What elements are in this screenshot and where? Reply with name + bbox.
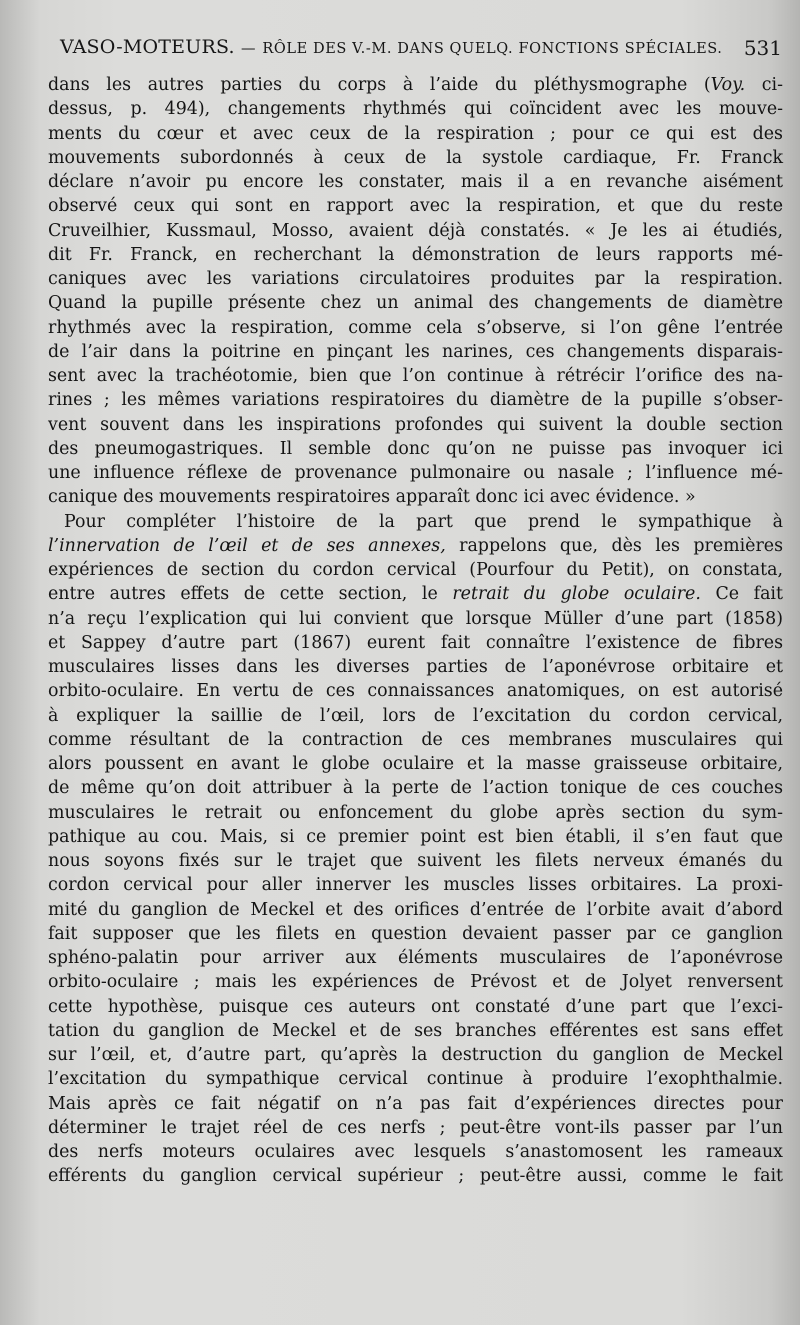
text-line	[48, 631, 783, 655]
text-line	[48, 728, 783, 752]
text-line	[48, 995, 783, 1019]
text-run: orbito-oculaire. En vertu de ces connaissances anatomiques, on est autorisé	[48, 681, 783, 702]
text-line	[48, 1067, 783, 1091]
text-run: cordon cervical pour aller innerver les muscles lisses orbitaires. La proxi-	[48, 875, 783, 896]
text-run: tation du ganglion de Meckel et de ses branches efférentes est sans effet	[48, 1020, 783, 1041]
text-line	[48, 219, 783, 243]
text-line	[48, 194, 783, 218]
text-line	[48, 704, 783, 728]
text-run: une influence réflexe de provenance pulmonaire ou nasale ; l’influence mé-	[48, 463, 783, 483]
italic-text: Voy.	[710, 75, 746, 95]
text-run: de l’air dans la poitrine en pinçant les narines, ces changements disparais-	[48, 341, 783, 362]
text-run: comme résultant de la contraction de ces membranes musculaires qui	[48, 729, 783, 750]
text-line	[48, 388, 783, 412]
text-run: déterminer le trajet réel de ces nerfs ; peut-être vont-ils passer par l’un	[48, 1117, 783, 1138]
text-line	[48, 679, 783, 703]
text-run: mité du ganglion de Meckel et des orifices d’entrée de l’orbite avait d’abord	[48, 899, 783, 920]
text-line	[48, 122, 783, 146]
text-line	[48, 922, 783, 946]
text-run: pathique au cou. Mais, si ce premier point est bien établi, il s’en faut que	[48, 826, 783, 847]
text-run: ments du cœur et avec ceux de la respiration ; pour ce qui est des	[48, 123, 783, 144]
text-line	[48, 1116, 783, 1140]
page-header	[60, 36, 786, 70]
text-run: observé ceux qui sont en rapport avec la respiration, et que du reste	[48, 196, 783, 217]
page-number: 531	[743, 36, 782, 60]
text-run: entre autres effets de cette section, le	[48, 584, 453, 605]
text-run: rhythmés avec la respiration, comme cela s’observe, si l’on gêne l’entrée	[48, 317, 783, 338]
text-run: à expliquer la saillie de l’œil, lors de l’excitation du cordon cervical,	[48, 705, 783, 726]
text-line	[48, 801, 783, 825]
text-run: fait supposer que les filets en question devaient passer par ce ganglion	[48, 923, 783, 944]
text-line	[48, 461, 783, 485]
text-run: de même qu’on doit attribuer à la perte de l’action tonique de ces couches	[48, 778, 783, 799]
text-run: et Sappey d’autre part (1867) eurent fait connaître l’existence de fibres	[48, 632, 783, 653]
text-run: dans les autres parties du corps à l’aide du pléthysmographe (	[48, 75, 711, 95]
text-line	[48, 607, 783, 631]
text-run: Pour compléter l’histoire de la part que prend le sympathique à	[64, 511, 783, 532]
text-run: Cruveilhier, Kussmaul, Mosso, avaient déjà constatés. « Je les ai étudiés,	[48, 220, 783, 241]
text-line	[48, 146, 783, 170]
text-line	[48, 1140, 783, 1164]
text-line	[48, 946, 783, 970]
text-run: efférents du ganglion cervical supérieur ; peut-être aussi, comme le fait	[48, 1166, 783, 1187]
text-line	[48, 267, 783, 291]
text-run: dit Fr. Franck, en recherchant la démonstration de leurs rapports mé-	[48, 244, 783, 265]
text-run: sent avec la trachéotomie, bien que l’on continue à rétrécir l’orifice des na-	[48, 366, 783, 386]
text-line	[48, 316, 783, 340]
text-line	[48, 97, 783, 121]
text-line	[48, 243, 783, 267]
text-line	[48, 655, 783, 679]
italic-text: l’innervation de l’œil et de ses annexes,	[48, 535, 446, 556]
running-head-title: VASO-MOTEURS.	[60, 36, 235, 58]
text-run: expériences de section du cordon cervical (Pourfour du Petit), on constata,	[48, 560, 783, 580]
text-run: des nerfs moteurs oculaires avec lesquels s’anastomosent les rameaux	[48, 1142, 783, 1162]
text-line	[48, 291, 783, 315]
text-line	[48, 170, 783, 194]
text-run: rines ; les mêmes variations respiratoires du diamètre de la pupille s’obser-	[48, 390, 783, 411]
text-line	[48, 898, 783, 922]
text-run: l’excitation du sympathique cervical continue à produire l’exophthalmie.	[48, 1069, 783, 1090]
text-line	[48, 776, 783, 800]
text-line	[48, 849, 783, 873]
text-run: mouvements subordonnés à ceux de la systole cardiaque, Fr. Franck	[48, 147, 783, 168]
text-run: rappelons que, dès les premières	[445, 535, 783, 556]
text-line	[48, 437, 783, 461]
text-run: caniques avec les variations circulatoires produites par la respiration.	[48, 269, 783, 289]
text-run: dessus, p. 494), changements rhythmés qui coïncident avec les mouve-	[48, 99, 783, 120]
text-run: nous soyons fixés sur le trajet que suivent les filets nerveux émanés du	[48, 851, 783, 871]
text-run: alors poussent en avant le globe oculaire et la masse graisseuse orbitaire,	[48, 754, 783, 774]
text-line	[48, 752, 783, 776]
text-run: déclare n’avoir pu encore les constater, mais il a en revanche aisément	[48, 172, 783, 192]
text-line	[48, 970, 783, 994]
text-run: cette hypothèse, puisque ces auteurs ont constaté d’une part que l’exci-	[48, 996, 783, 1017]
text-run: Ce fait	[700, 584, 783, 605]
text-line	[48, 534, 783, 558]
text-line	[48, 1092, 783, 1116]
text-run: canique des mouvements respiratoires apparaît donc ici avec évidence. »	[48, 487, 696, 508]
text-line	[48, 873, 783, 897]
italic-text: retrait du globe oculaire.	[452, 584, 701, 605]
text-line	[48, 485, 783, 509]
running-head	[60, 36, 723, 58]
text-line	[48, 582, 783, 606]
text-run: des pneumogastriques. Il semble donc qu’on ne puisse pas invoquer ici	[48, 438, 783, 459]
text-line	[48, 1043, 783, 1067]
running-head-subtitle: RÔLE DES V.-M. DANS QUELQ. FONCTIONS SPÉCIALES.	[262, 41, 723, 57]
text-run: sphéno-palatin pour arriver aux éléments musculaires de l’aponévrose	[48, 948, 783, 968]
text-run: Mais après ce fait négatif on n’a pas fait d’expériences directes pour	[48, 1093, 783, 1114]
text-line	[48, 825, 783, 849]
text-run: vent souvent dans les inspirations profondes qui suivent la double section	[48, 414, 783, 435]
text-line	[48, 73, 783, 97]
body-text	[48, 73, 783, 1189]
text-line	[48, 510, 783, 534]
text-run: n’a reçu l’explication qui lui convient que lorsque Müller d’une part (1858)	[48, 608, 783, 629]
running-head-dash: —	[240, 41, 257, 57]
text-run: musculaires lisses dans les diverses parties de l’aponévrose orbitaire et	[48, 657, 783, 677]
text-line	[48, 558, 783, 582]
text-line	[48, 1164, 783, 1188]
text-line	[48, 364, 783, 388]
text-line	[48, 413, 783, 437]
text-run: orbito-oculaire ; mais les expériences de Prévost et de Jolyet renversent	[48, 972, 783, 993]
text-line	[48, 340, 783, 364]
text-run: Quand la pupille présente chez un animal des changements de diamètre	[48, 293, 783, 314]
text-run: sur l’œil, et, d’autre part, qu’après la destruction du ganglion de Meckel	[48, 1045, 783, 1065]
text-run: musculaires le retrait ou enfoncement du globe après section du sym-	[48, 802, 783, 823]
text-run: ci-	[745, 75, 783, 95]
text-line	[48, 1019, 783, 1043]
